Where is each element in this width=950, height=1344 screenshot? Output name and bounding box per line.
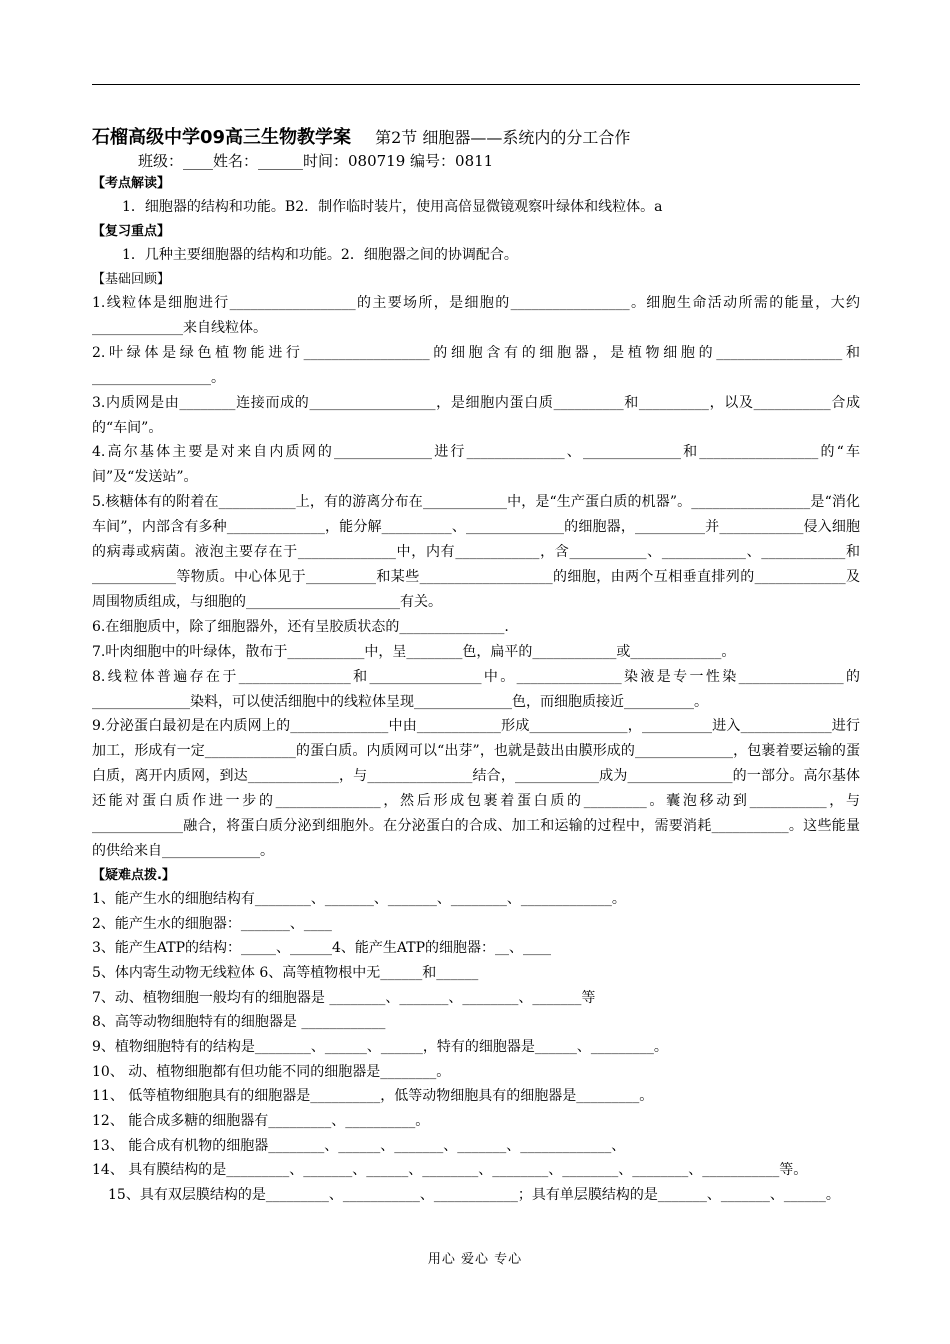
kaodian-line: 1．细胞器的结构和功能。B2．制作临时装片，使用高倍显微镜观察叶绿体和线粒体。a — [122, 199, 663, 215]
yinan-question: 13、 能合成有机物的细胞器________、______、_______、_______、_____________、 — [92, 1137, 626, 1154]
page-title: 石榴高级中学09高三生物教学案 — [92, 127, 352, 148]
yinan-question: 15、具有双层膜结构的是_________、___________、____________；具有单层膜结构的是_______、_______、______。 — [108, 1187, 840, 1204]
document-body — [92, 126, 860, 1208]
section-heading-jichu: 【基础回顾】 — [92, 272, 171, 287]
jichu-item: 2.叶绿体是绿色植物能进行__________________的细胞含有的细胞器，是植物细胞的__________________和_________________。 — [92, 344, 860, 386]
jichu-item: 4.高尔基体主要是对来自内质网的______________进行______________、______________和_________________的“车间”及“发送站”。 — [92, 444, 860, 486]
yinan-question: 5、体内寄生动物无线粒体 6、高等植物根中无______和______ — [92, 964, 479, 981]
jichu-item: 8.线粒体普遍存在于________________和________________中。_______________染液是专一性染_______________的______________染料，可以使活细胞中的线粒体呈现______________色，而细胞质接近__________。 — [92, 668, 860, 710]
yinan-question: 14、 具有膜结构的是_________、_______、______、________、________、________、________、___________等。 — [92, 1162, 808, 1179]
fuxi-line: 1．几种主要细胞器的结构和功能。2．细胞器之间的协调配合。 — [122, 247, 518, 263]
jichu-item: 9.分泌蛋白最初是在内质网上的______________中由____________形成______________，__________进入_____________进行加工，形成有一定_____________的蛋白质。内质网可以“出芽”，也就是鼓出由膜形成的______________，包裹着要运输的蛋白质，离开内质网，到达_____________，与_______________结合，____________成为_______________的一部分。高尔基体还能对蛋白质作进一步的_______________，然后形成包裹着蛋白质的_________。囊泡移动到___________，与_____________融合，将蛋白质分泌到细胞外。在分泌蛋白的合成、加工和运输的过程中，需要消耗___________。这些能量的供给来自______________。 — [92, 718, 860, 859]
yinan-question: 1、能产生水的细胞结构有________、_______、_______、________、_____________。 — [92, 890, 626, 907]
yinan-question: 3、能产生ATP的结构：_____、______4、能产生ATP的细胞器：__、____ — [92, 940, 552, 957]
title-row — [92, 126, 860, 150]
section-heading-fuxi: 【复习重点】 — [92, 224, 171, 239]
yinan-question: 10、 动、植物细胞都有但功能不同的细胞器是________。 — [92, 1063, 451, 1080]
page-footer: 用心 爱心 专心 — [427, 1252, 523, 1267]
yinan-question: 12、 能合成多糖的细胞器有_________、__________。 — [92, 1113, 430, 1130]
section-heading-kaodian: 【考点解读】 — [92, 176, 171, 191]
jichu-item: 3.内质网是由________连接而成的__________________，是细胞内蛋白质__________和__________，以及___________合成的“车间”。 — [92, 394, 860, 436]
jichu-item: 6.在细胞质中，除了细胞器外，还有呈胶质状态的_______________. — [92, 618, 509, 635]
jichu-item: 5.核糖体有的附着在___________上，有的游离分布在____________中，是“生产蛋白质的机器”。_________________是“消化车间”，内部含有多种______________，能分解__________、______________的细胞器，__________并____________侵入细胞的病毒或病菌。液泡主要存在于______________中，内有____________，含___________、____________、____________和____________等物质。中心体见于__________和某些___________________的细胞，由两个互相垂直排列的_____________及周围物质组成，与细胞的______________________有关。 — [92, 494, 860, 610]
yinan-question: 11、 低等植物细胞具有的细胞器是__________，低等动物细胞具有的细胞器是_________。 — [92, 1088, 654, 1105]
yinan-question: 8、高等动物细胞特有的细胞器是 ____________ — [92, 1014, 386, 1031]
page-subtitle: 第2节 细胞器——系统内的分工合作 — [375, 128, 631, 147]
yinan-question: 7、动、植物细胞一般均有的细胞器是 ________、_______、________、_______等 — [92, 989, 596, 1006]
section-heading-yinan: 【疑难点拨.】 — [92, 867, 175, 883]
yinan-question: 9、植物细胞特有的结构是________、______、______，特有的细胞器是______、_________。 — [92, 1038, 668, 1055]
header-rule — [92, 84, 860, 85]
student-info: 班级：____姓名：______时间：080719 编号：0811 — [138, 152, 494, 170]
yinan-question: 2、能产生水的细胞器：_______、____ — [92, 915, 332, 932]
jichu-item: 1.线粒体是细胞进行__________________的主要场所，是细胞的_________________。细胞生命活动所需的能量，大约_____________来自线粒体。 — [92, 295, 860, 336]
jichu-item: 7.叶肉细胞中的叶绿体，散布于___________中，呈________色，扁平的____________或_____________。 — [92, 643, 736, 660]
